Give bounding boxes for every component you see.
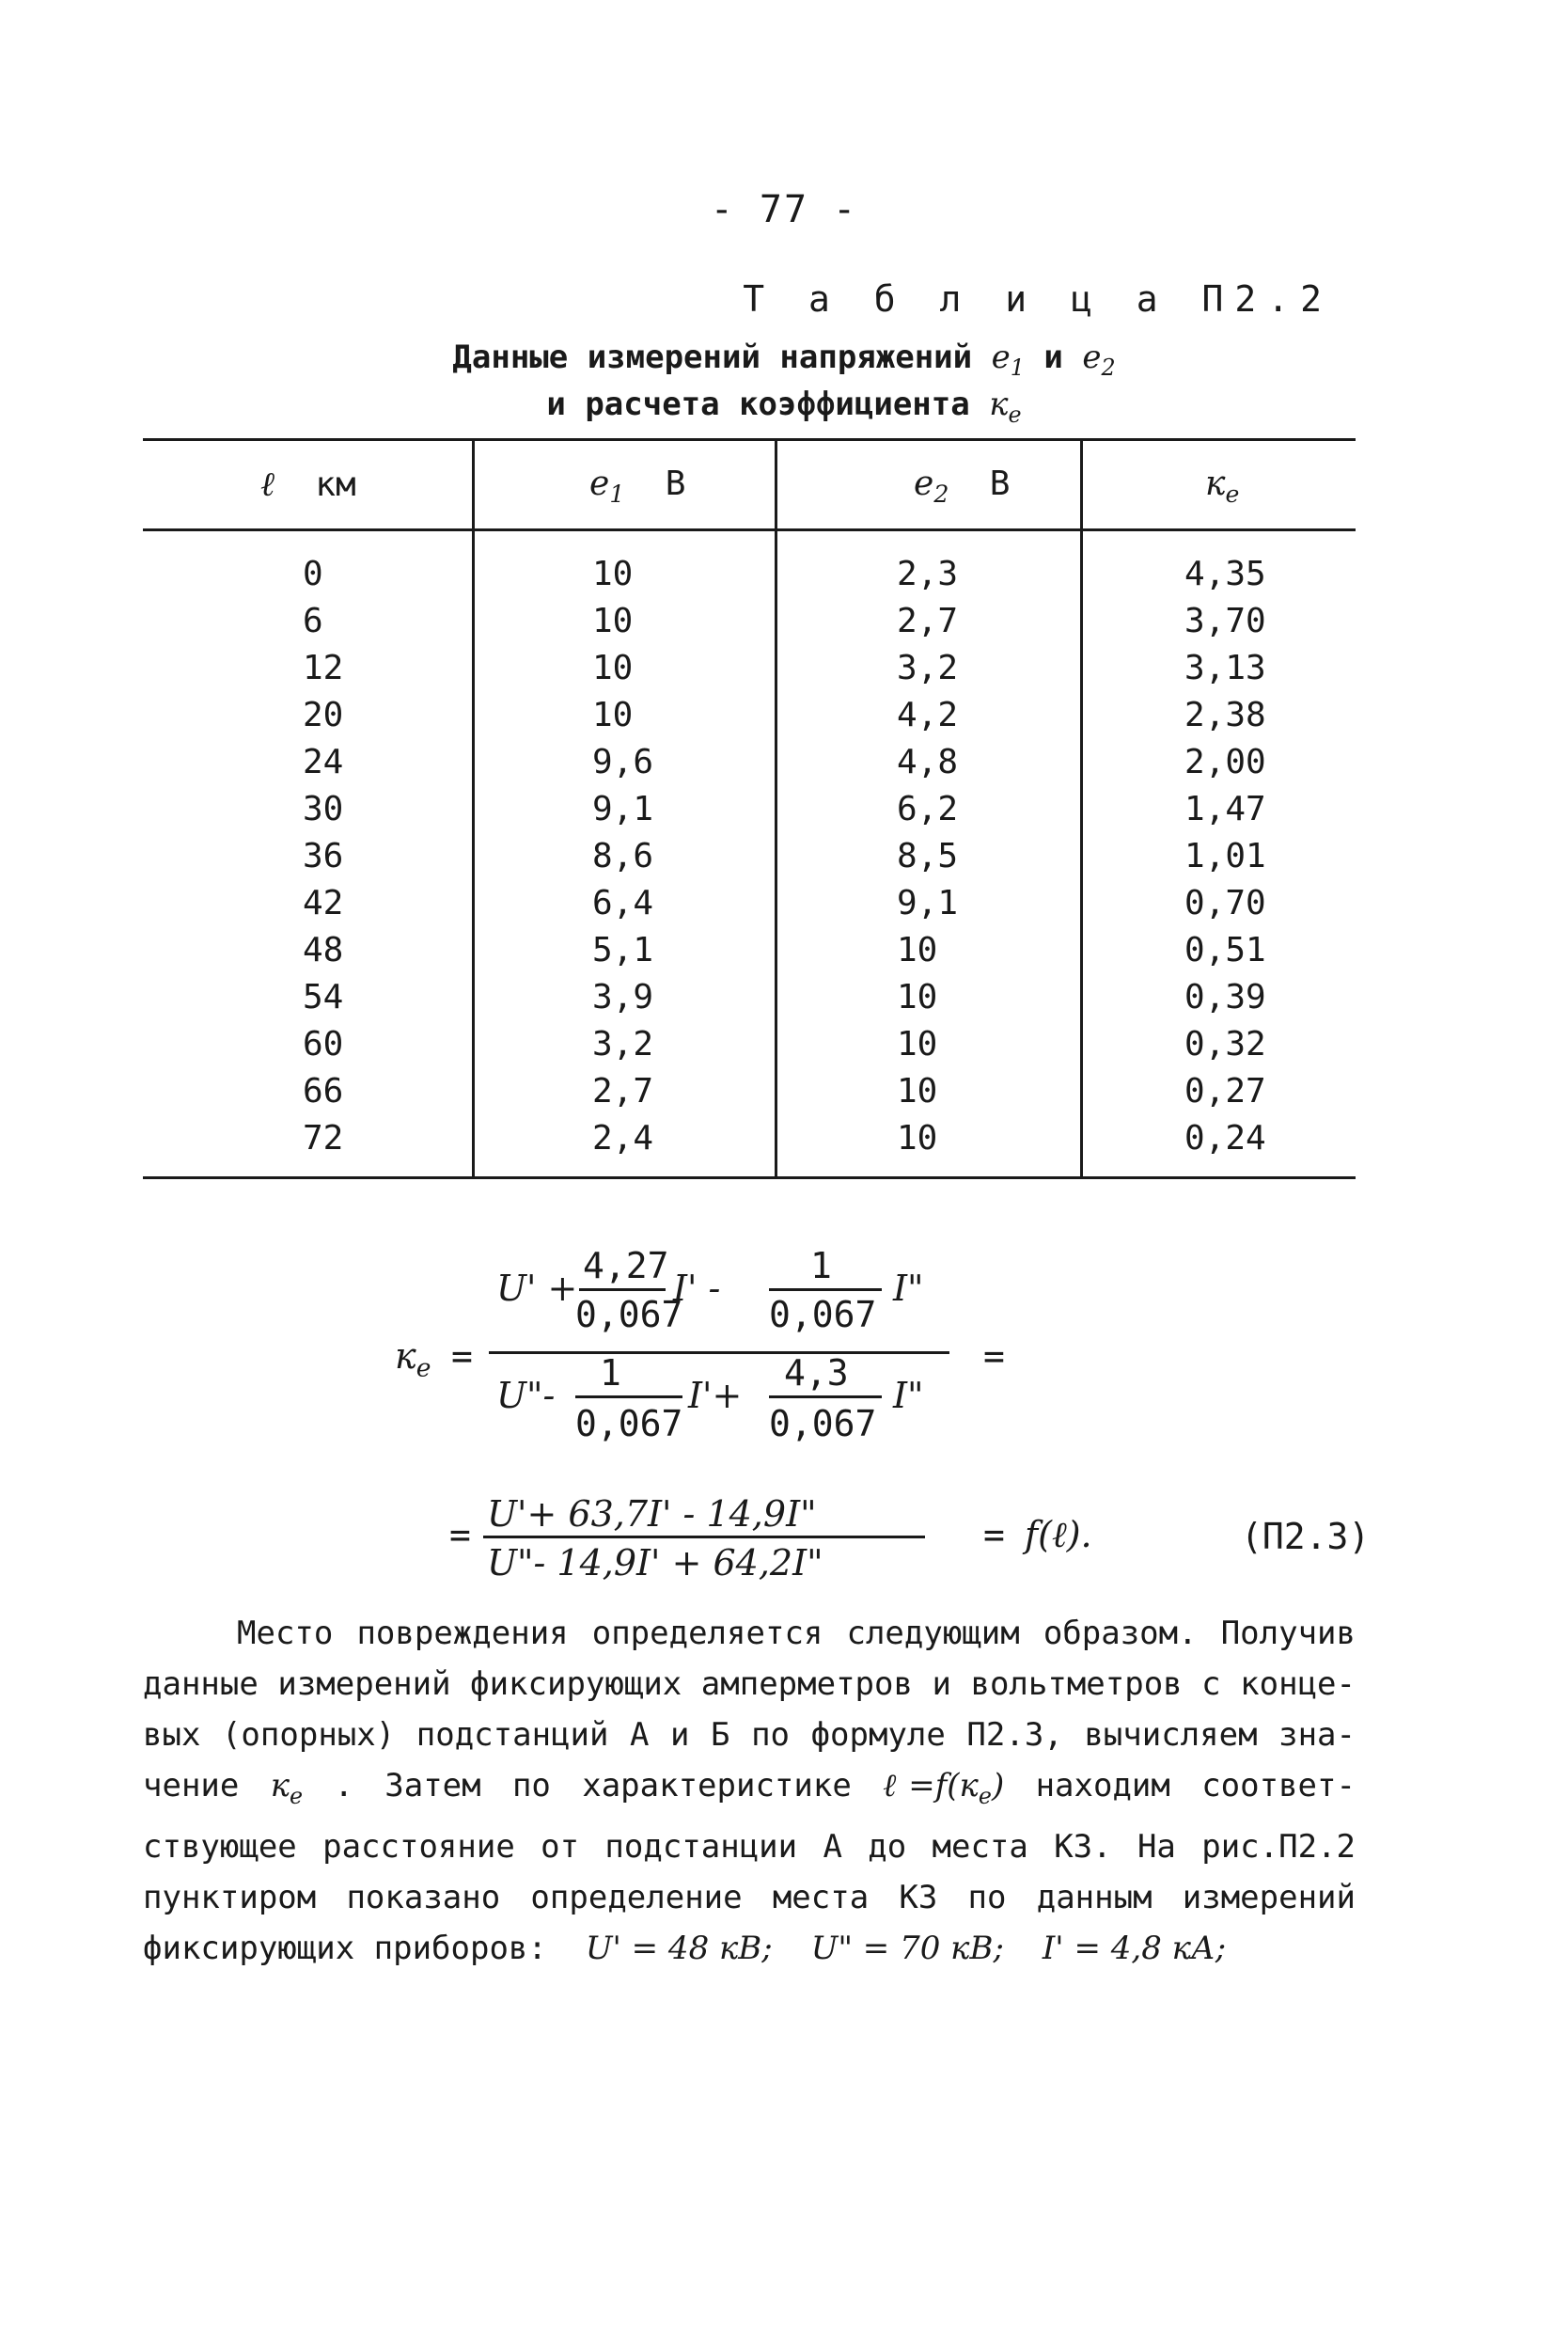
cell-ke: 1,47 [1184, 790, 1266, 828]
caption-text: Данные измерений напряжений [452, 339, 973, 376]
table-divider-2 [775, 438, 777, 1179]
formula-lhs: $к_е$ [395, 1335, 431, 1383]
cell-distance: 20 [303, 696, 344, 734]
cell-e2: 2,3 [897, 555, 959, 593]
num-c1-bar [579, 1288, 666, 1291]
den-c4-num: 4,3 [784, 1352, 849, 1394]
cell-e2: 10 [897, 1025, 938, 1064]
cell-e2: 8,5 [897, 837, 959, 875]
para-line-1: Место повреждения определяется следующим образом. Получив [237, 1615, 1356, 1652]
column-distance [303, 551, 343, 1162]
cell-e1: 9,6 [592, 743, 654, 781]
cell-distance: 42 [303, 884, 344, 922]
cell-e2: 9,1 [897, 884, 959, 922]
table-divider-1 [472, 438, 475, 1179]
line2-rhs: f(ℓ). [1025, 1514, 1092, 1555]
den-c3-den: 0,067 [575, 1403, 683, 1444]
den-c3-num: 1 [600, 1352, 621, 1394]
column-ke [1184, 551, 1266, 1162]
den-i3: I'+ [688, 1375, 743, 1416]
line2-numerator: U'+ 63,7I' - 14,9I" [487, 1493, 817, 1535]
caption-and: и [1043, 339, 1063, 376]
num-u1: U' + [496, 1268, 578, 1309]
caption-e1: $e_1$ [991, 339, 1025, 381]
page-number: - 77 - [710, 188, 858, 231]
cell-ke: 0,32 [1184, 1025, 1266, 1064]
cell-distance: 12 [303, 649, 344, 687]
cell-ke: 0,51 [1184, 931, 1266, 969]
cell-distance: 30 [303, 790, 344, 828]
para-line-4: чение $к_е$ . Затем по характеристике $\ell=f(к_е)$ находим соответ- [143, 1767, 1356, 1809]
cell-ke: 0,27 [1184, 1072, 1266, 1111]
caption-e2: $e_2$ [1082, 339, 1116, 381]
table-label: Т а б л и ц а П2.2 [743, 278, 1333, 320]
cell-ke: 3,70 [1184, 602, 1266, 640]
cell-e2: 3,2 [897, 649, 959, 687]
line2-denominator: U"- 14,9I' + 64,2I" [487, 1542, 823, 1584]
cell-distance: 60 [303, 1025, 344, 1064]
cell-e1: 3,9 [592, 978, 654, 1016]
table-header-rule [143, 528, 1356, 531]
line2-equals-2: = [983, 1514, 1005, 1555]
cell-e1: 10 [592, 696, 634, 734]
line2-bar [483, 1536, 925, 1538]
cell-e2: 2,7 [897, 602, 959, 640]
caption-ke: $к_е$ [989, 386, 1022, 428]
cell-e2: 4,2 [897, 696, 959, 734]
cell-distance: 72 [303, 1119, 344, 1158]
den-c3-bar [575, 1395, 682, 1398]
cell-ke: 2,38 [1184, 696, 1266, 734]
para-func: $\ell=f(к_е)$ [883, 1767, 1005, 1809]
cell-e1: 10 [592, 649, 634, 687]
num-c1-num: 4,27 [583, 1245, 669, 1286]
para-line-5: ствующее расстояние от подстанции А до места КЗ. На рис.П2.2 [143, 1827, 1356, 1866]
num-c1-den: 0,067 [575, 1294, 683, 1335]
para-line-6: пунктиром показано определение места КЗ по данным измерений [143, 1878, 1356, 1916]
cell-e1: 10 [592, 602, 634, 640]
equation-tag: (П2.3) [1241, 1516, 1371, 1557]
cell-distance: 54 [303, 978, 344, 1016]
cell-e2: 6,2 [897, 790, 959, 828]
column-e2 [897, 551, 958, 1162]
cell-distance: 36 [303, 837, 344, 875]
header-distance: ℓ км [260, 465, 356, 504]
cell-ke: 1,01 [1184, 837, 1266, 875]
cell-distance: 6 [303, 602, 323, 640]
den-c4-bar [769, 1395, 882, 1398]
header-ke: $к_е$ [1205, 465, 1240, 509]
cell-ke: 0,24 [1184, 1119, 1266, 1158]
para-ke: $к_е$ [270, 1767, 304, 1809]
data-table [143, 438, 1356, 1179]
formula-equals-2: = [983, 1335, 1005, 1377]
line2-equals: = [449, 1514, 471, 1555]
formula-block [0, 1241, 1568, 1589]
para-u2: U" = 70 кВ; [810, 1929, 1004, 1967]
table-divider-3 [1080, 438, 1083, 1179]
table-top-rule [143, 438, 1356, 441]
cell-e1: 6,4 [592, 884, 654, 922]
cell-ke: 0,70 [1184, 884, 1266, 922]
para-u1: U' = 48 кВ; [585, 1929, 773, 1967]
cell-ke: 3,13 [1184, 649, 1266, 687]
cell-distance: 0 [303, 555, 323, 593]
para-line-3: вых (опорных) подстанций А и Б по формуле П2.3, вычисляем зна- [143, 1716, 1356, 1754]
den-u2: U"- [496, 1375, 556, 1416]
cell-e1: 9,1 [592, 790, 654, 828]
cell-ke: 0,39 [1184, 978, 1266, 1016]
column-e1 [592, 551, 653, 1162]
para-line-2: данные измерений фиксирующих амперметров и вольтметров с конце- [143, 1665, 1356, 1703]
cell-e1: 10 [592, 555, 634, 593]
den-c4-den: 0,067 [769, 1403, 877, 1444]
num-i2: I" [893, 1268, 924, 1309]
table-bottom-rule [143, 1176, 1356, 1179]
caption-text-2: и расчета коэффициента [546, 386, 970, 423]
num-i1: I' - [673, 1268, 721, 1309]
para-line-7: фиксирующих приборов: U' = 48 кВ; U" = 70 кВ; I' = 4,8 кА; [143, 1929, 1227, 1967]
cell-e2: 10 [897, 1119, 938, 1158]
cell-ke: 4,35 [1184, 555, 1266, 593]
cell-distance: 48 [303, 931, 344, 969]
para-i1: I' = 4,8 кА; [1042, 1929, 1227, 1967]
cell-distance: 24 [303, 743, 344, 781]
cell-ke: 2,00 [1184, 743, 1266, 781]
cell-e2: 4,8 [897, 743, 959, 781]
table-caption-line2 [0, 386, 1568, 428]
cell-e2: 10 [897, 931, 938, 969]
den-i4: I" [893, 1375, 924, 1416]
num-c2-den: 0,067 [769, 1294, 877, 1335]
num-c2-bar [769, 1288, 882, 1291]
cell-e1: 2,7 [592, 1072, 654, 1111]
formula-equals: = [451, 1335, 473, 1377]
body-paragraph [143, 1608, 1356, 1974]
num-c2-num: 1 [810, 1245, 832, 1286]
cell-e2: 10 [897, 1072, 938, 1111]
table-caption-line1 [0, 339, 1568, 381]
cell-e1: 3,2 [592, 1025, 654, 1064]
cell-e2: 10 [897, 978, 938, 1016]
formula-main-bar [489, 1351, 949, 1354]
header-e2: $e_2$ В [914, 465, 1011, 509]
cell-e1: 5,1 [592, 931, 654, 969]
cell-e1: 8,6 [592, 837, 654, 875]
header-e1: $e_1$ В [589, 465, 686, 509]
cell-e1: 2,4 [592, 1119, 654, 1158]
cell-distance: 66 [303, 1072, 344, 1111]
